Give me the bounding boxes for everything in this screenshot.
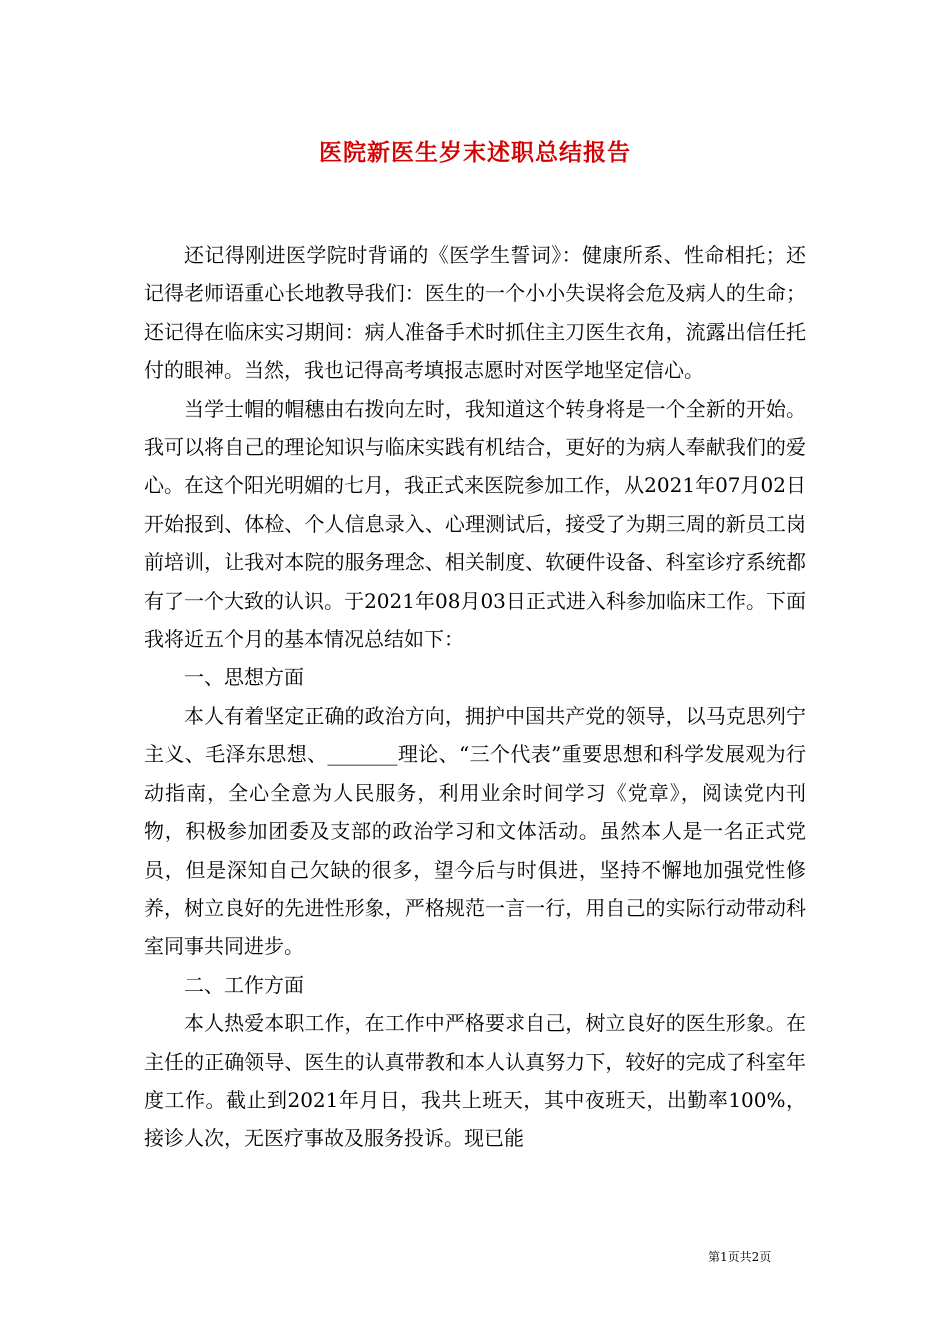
section-heading-work: 二、工作方面	[184, 972, 304, 997]
document-body	[144, 236, 806, 1158]
paragraph-work: 本人热爱本职工作，在工作中严格要求自己，树立良好的医生形象。在主任的正确领导、医生的认真带教和本人认真努力下，较好的完成了科室年度工作。截止到2021年月日，我共上班天，其中夜班天，出勤率100%，接诊人次，无医疗事故及服务投诉。现已能	[144, 1011, 806, 1151]
paragraph-ideology: 本人有着坚定正确的政治方向，拥护中国共产党的领导，以马克思列宁主义、毛泽东思想、_______理论、“三个代表”重要思想和科学发展观为行动指南，全心全意为人民服务，利用业余时间学习《党章》，阅读党内刊物，积极参加团委及支部的政治学习和文体活动。虽然本人是一名正式党员，但是深知自己欠缺的很多，望今后与时俱进，坚持不懈地加强党性修养，树立良好的先进性形象，严格规范一言一行，用自己的实际行动带动科室同事共同进步。	[144, 703, 806, 959]
paragraph-intro: 还记得刚进医学院时背诵的《医学生誓词》：健康所系、性命相托；还记得老师语重心长地教导我们：医生的一个小小失误将会危及病人的生命；还记得在临床实习期间：病人准备手术时抓住主刀医生衣角，流露出信任托付的眼神。当然，我也记得高考填报志愿时对医学地坚定信心。	[144, 243, 806, 383]
section-heading-ideology: 一、思想方面	[184, 665, 304, 690]
paragraph-start-work: 当学士帽的帽穗由右拨向左时，我知道这个转身将是一个全新的开始。我可以将自己的理论知识与临床实践有机结合，更好的为病人奉献我们的爱心。在这个阳光明媚的七月，我正式来医院参加工作，从2021年07月02日开始报到、体检、个人信息录入、心理测试后，接受了为期三周的新员工岗前培训，让我对本院的服务理念、相关制度、软硬件设备、科室诊疗系统都有了一个大致的认识。于2021年08月03日正式进入科参加临床工作。下面我将近五个月的基本情况总结如下：	[144, 396, 806, 652]
document-title: 医院新医生岁末述职总结报告	[319, 139, 631, 166]
page-number: 第1页共2页	[708, 1250, 772, 1264]
